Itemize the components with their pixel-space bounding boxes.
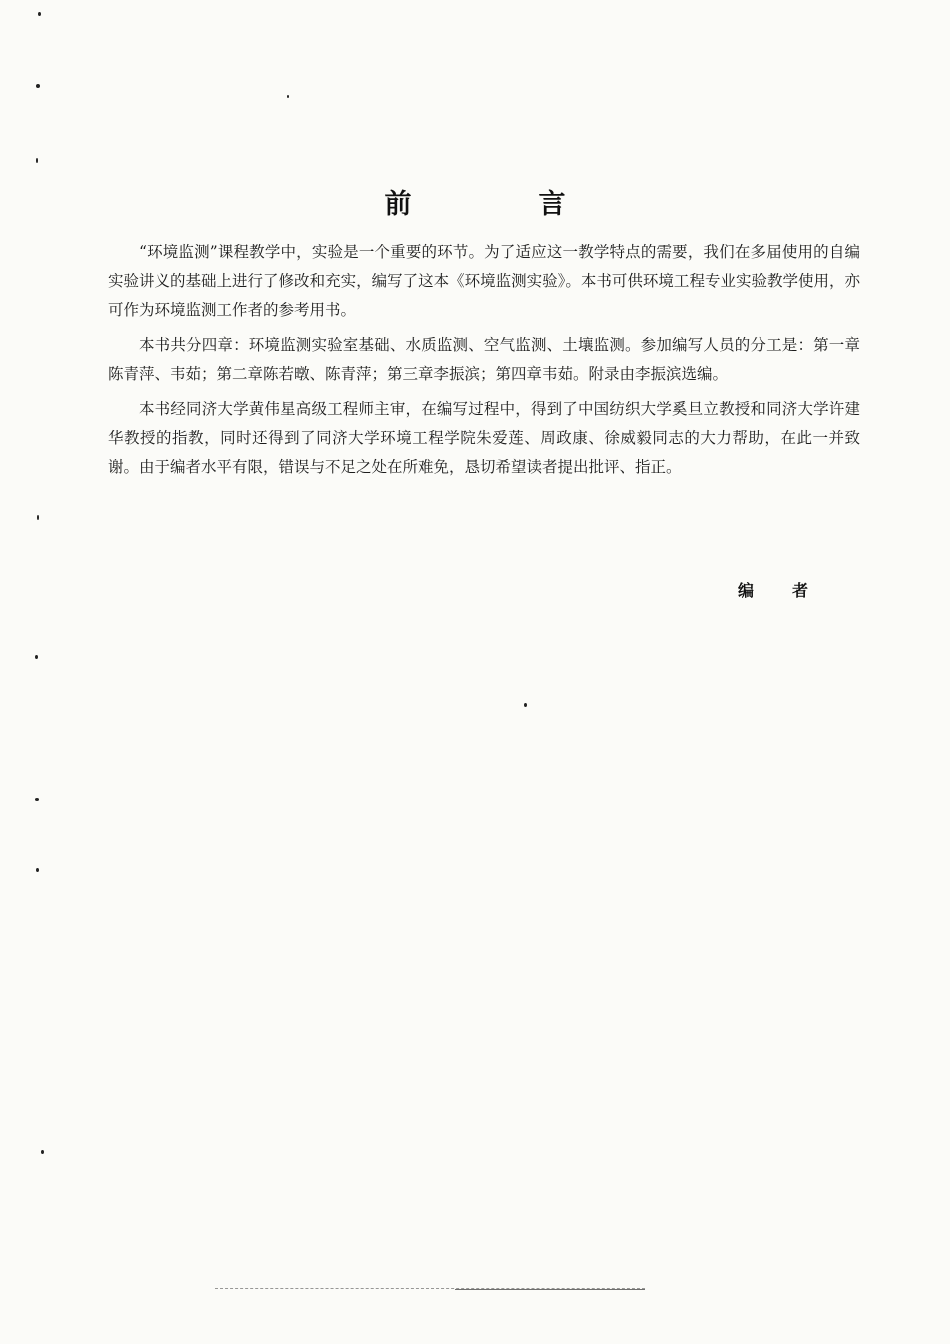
- scan-speck: [524, 703, 527, 707]
- scan-speck: [35, 798, 39, 801]
- scan-speck: [36, 868, 39, 872]
- paragraph-1: “环境监测”课程教学中，实验是一个重要的环节。为了适应这一教学特点的需要，我们在多届使用的自编实验讲义的基础上进行了修改和充实，编写了这本《环境监测实验》。本书可供环境工程专业实验教学使用，亦可作为环境监测工作者的参考用书。: [108, 243, 860, 319]
- scan-speck: [36, 158, 38, 163]
- scan-speck: [287, 95, 289, 98]
- scan-artifact-line: [455, 1289, 645, 1290]
- page-title: 前 言: [384, 189, 616, 220]
- scan-speck: [35, 655, 38, 659]
- paragraph-3: 本书经同济大学黄伟星高级工程师主审，在编写过程中，得到了中国纺织大学奚旦立教授和同济大学许建华教授的指教，同时还得到了同济大学环境工程学院朱爱莲、周政康、徐威毅同志的大力帮助，在此一并致谢。由于编者水平有限，错误与不足之处在所难免，恳切希望读者提出批评、指正。: [108, 400, 860, 476]
- paragraph-2: 本书共分四章：环境监测实验室基础、水质监测、空气监测、土壤监测。参加编写人员的分工是：第一章陈青萍、韦茹；第二章陈若暾、陈青萍；第三章李振滨；第四章韦茹。附录由李振滨选编。: [108, 336, 860, 383]
- scan-speck: [36, 84, 40, 88]
- scan-speck: [38, 12, 41, 16]
- author-signature: 编者: [738, 581, 847, 600]
- preface-body: [108, 238, 860, 488]
- scan-speck: [37, 515, 39, 520]
- scan-speck: [41, 1150, 44, 1154]
